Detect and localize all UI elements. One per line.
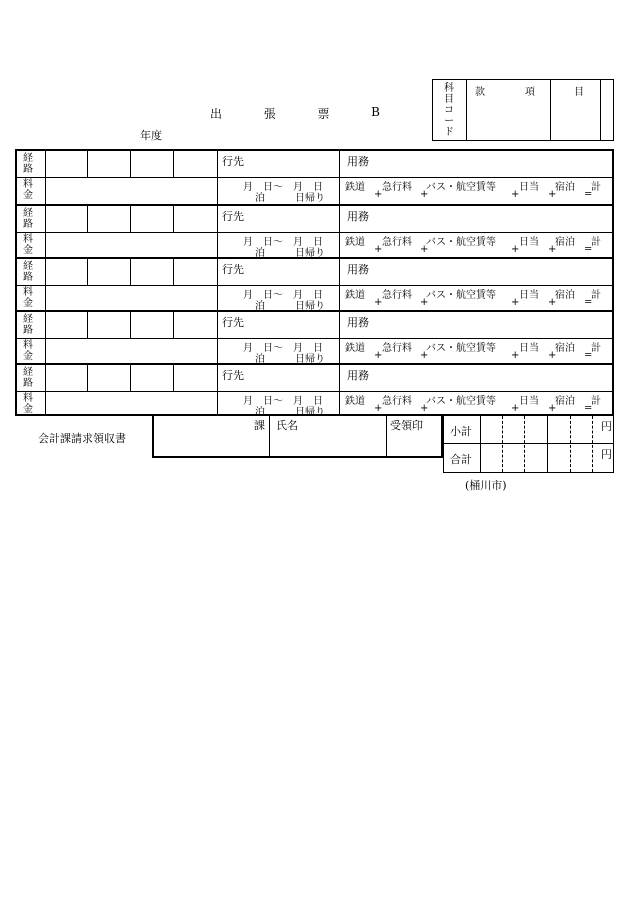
fee-label: 料 金: [23, 393, 33, 415]
purpose-label: 用務: [347, 155, 369, 168]
fare-header: 計: [591, 343, 601, 354]
plus-sign: +: [374, 189, 383, 200]
equals-sign: =: [584, 350, 593, 361]
signature-box: [152, 416, 443, 458]
code-label-cell: [433, 80, 467, 140]
stay-type-label: 泊 日帰り: [255, 248, 325, 259]
plus-sign: +: [374, 297, 383, 308]
name-field[interactable]: [270, 416, 385, 456]
fare-header: 宿泊: [555, 182, 575, 193]
plus-sign: +: [420, 189, 429, 200]
destination-label: 行先: [222, 316, 244, 329]
fare-header: 日当: [519, 396, 539, 407]
fare-header: 日当: [519, 182, 539, 193]
purpose-label: 用務: [347, 369, 369, 382]
fare-header: 鉄道: [345, 237, 365, 248]
page-title: [210, 105, 380, 122]
fare-header: 鉄道: [345, 396, 365, 407]
stay-type-label: 泊 日帰り: [255, 301, 325, 312]
fee-label: 料 金: [23, 340, 33, 362]
name-label: 氏名: [276, 419, 298, 432]
destination-label: 行先: [222, 369, 244, 382]
plus-sign: +: [548, 403, 557, 414]
fare-header: 計: [591, 290, 601, 301]
plus-sign: +: [511, 244, 520, 255]
title-char-3: 票: [317, 107, 330, 121]
plus-sign: +: [420, 350, 429, 361]
fare-header: 日当: [519, 290, 539, 301]
seal-field[interactable]: [387, 416, 442, 456]
total-yen: 円: [601, 448, 612, 461]
trip-group: [17, 310, 612, 363]
fare-header: 急行料: [382, 290, 412, 301]
trip-group: [17, 257, 612, 310]
plus-sign: +: [374, 350, 383, 361]
ka-label: 課: [254, 419, 265, 432]
route-label: 経 路: [23, 314, 33, 336]
fee-label: 料 金: [23, 234, 33, 256]
account-code-box: [432, 79, 614, 141]
title-char-2: 張: [263, 107, 276, 121]
code-label: 科 目 コ ー ド: [444, 83, 454, 138]
plus-sign: +: [420, 297, 429, 308]
fare-header: 計: [591, 396, 601, 407]
plus-sign: +: [374, 244, 383, 255]
totals-box: [443, 416, 614, 473]
receipt-label: 会計課請求領収書: [38, 432, 126, 445]
plus-sign: +: [420, 403, 429, 414]
fare-header: 宿泊: [555, 343, 575, 354]
date-range-label: 月 日〜 月 日: [243, 396, 323, 407]
fare-header: 計: [591, 182, 601, 193]
plus-sign: +: [511, 403, 520, 414]
route-label: 経 路: [23, 153, 33, 175]
fare-header: バス・航空賃等: [426, 182, 496, 193]
plus-sign: +: [420, 244, 429, 255]
total-label: 合計: [450, 453, 472, 466]
route-label: 経 路: [23, 261, 33, 283]
equals-sign: =: [584, 189, 593, 200]
fare-header: 急行料: [382, 343, 412, 354]
equals-sign: =: [584, 244, 593, 255]
purpose-label: 用務: [347, 316, 369, 329]
plus-sign: +: [548, 350, 557, 361]
fare-header: 鉄道: [345, 290, 365, 301]
fare-header: 急行料: [382, 182, 412, 193]
fare-header: 鉄道: [345, 182, 365, 193]
fare-header: バス・航空賃等: [426, 396, 496, 407]
moku-label: 目: [574, 87, 584, 98]
plus-sign: +: [511, 189, 520, 200]
date-range-label: 月 日〜 月 日: [243, 343, 323, 354]
fare-header: バス・航空賃等: [426, 237, 496, 248]
seal-label: 受領印: [390, 419, 423, 432]
fare-header: 宿泊: [555, 290, 575, 301]
subtotal-yen: 円: [601, 420, 612, 433]
plus-sign: +: [511, 297, 520, 308]
plus-sign: +: [511, 350, 520, 361]
purpose-label: 用務: [347, 210, 369, 223]
stay-type-label: 泊 日帰り: [255, 193, 325, 204]
fare-header: バス・航空賃等: [426, 290, 496, 301]
fare-header: バス・航空賃等: [426, 343, 496, 354]
date-range-label: 月 日〜 月 日: [243, 290, 323, 301]
fee-label: 料 金: [23, 179, 33, 201]
fare-header: 宿泊: [555, 237, 575, 248]
fare-header: 急行料: [382, 396, 412, 407]
city-name: (桶川市): [465, 479, 507, 492]
subtotal-label: 小計: [450, 425, 472, 438]
plus-sign: +: [548, 244, 557, 255]
stay-type-label: 泊 日帰り: [255, 407, 325, 418]
fare-header: 計: [591, 237, 601, 248]
kan-label: 款: [475, 87, 485, 98]
plus-sign: +: [374, 403, 383, 414]
stay-type-label: 泊 日帰り: [255, 354, 325, 365]
trip-group: [17, 151, 612, 204]
purpose-label: 用務: [347, 263, 369, 276]
plus-sign: +: [548, 189, 557, 200]
destination-label: 行先: [222, 263, 244, 276]
fare-header: 日当: [519, 237, 539, 248]
destination-label: 行先: [222, 155, 244, 168]
trip-table: [15, 149, 614, 416]
route-label: 経 路: [23, 208, 33, 230]
fare-header: 宿泊: [555, 396, 575, 407]
kou-label: 項: [525, 87, 535, 98]
destination-label: 行先: [222, 210, 244, 223]
fiscal-year-label: 年度: [140, 129, 162, 142]
trip-group: [17, 204, 612, 257]
fare-header: 急行料: [382, 237, 412, 248]
fare-header: 日当: [519, 343, 539, 354]
plus-sign: +: [548, 297, 557, 308]
route-label: 経 路: [23, 367, 33, 389]
fare-header: 鉄道: [345, 343, 365, 354]
equals-sign: =: [584, 403, 593, 414]
fee-label: 料 金: [23, 287, 33, 309]
date-range-label: 月 日〜 月 日: [243, 237, 323, 248]
title-char-1: 出: [210, 107, 223, 121]
date-range-label: 月 日〜 月 日: [243, 182, 323, 193]
trip-group: [17, 363, 612, 416]
equals-sign: =: [584, 297, 593, 308]
title-char-4: B: [371, 105, 380, 119]
